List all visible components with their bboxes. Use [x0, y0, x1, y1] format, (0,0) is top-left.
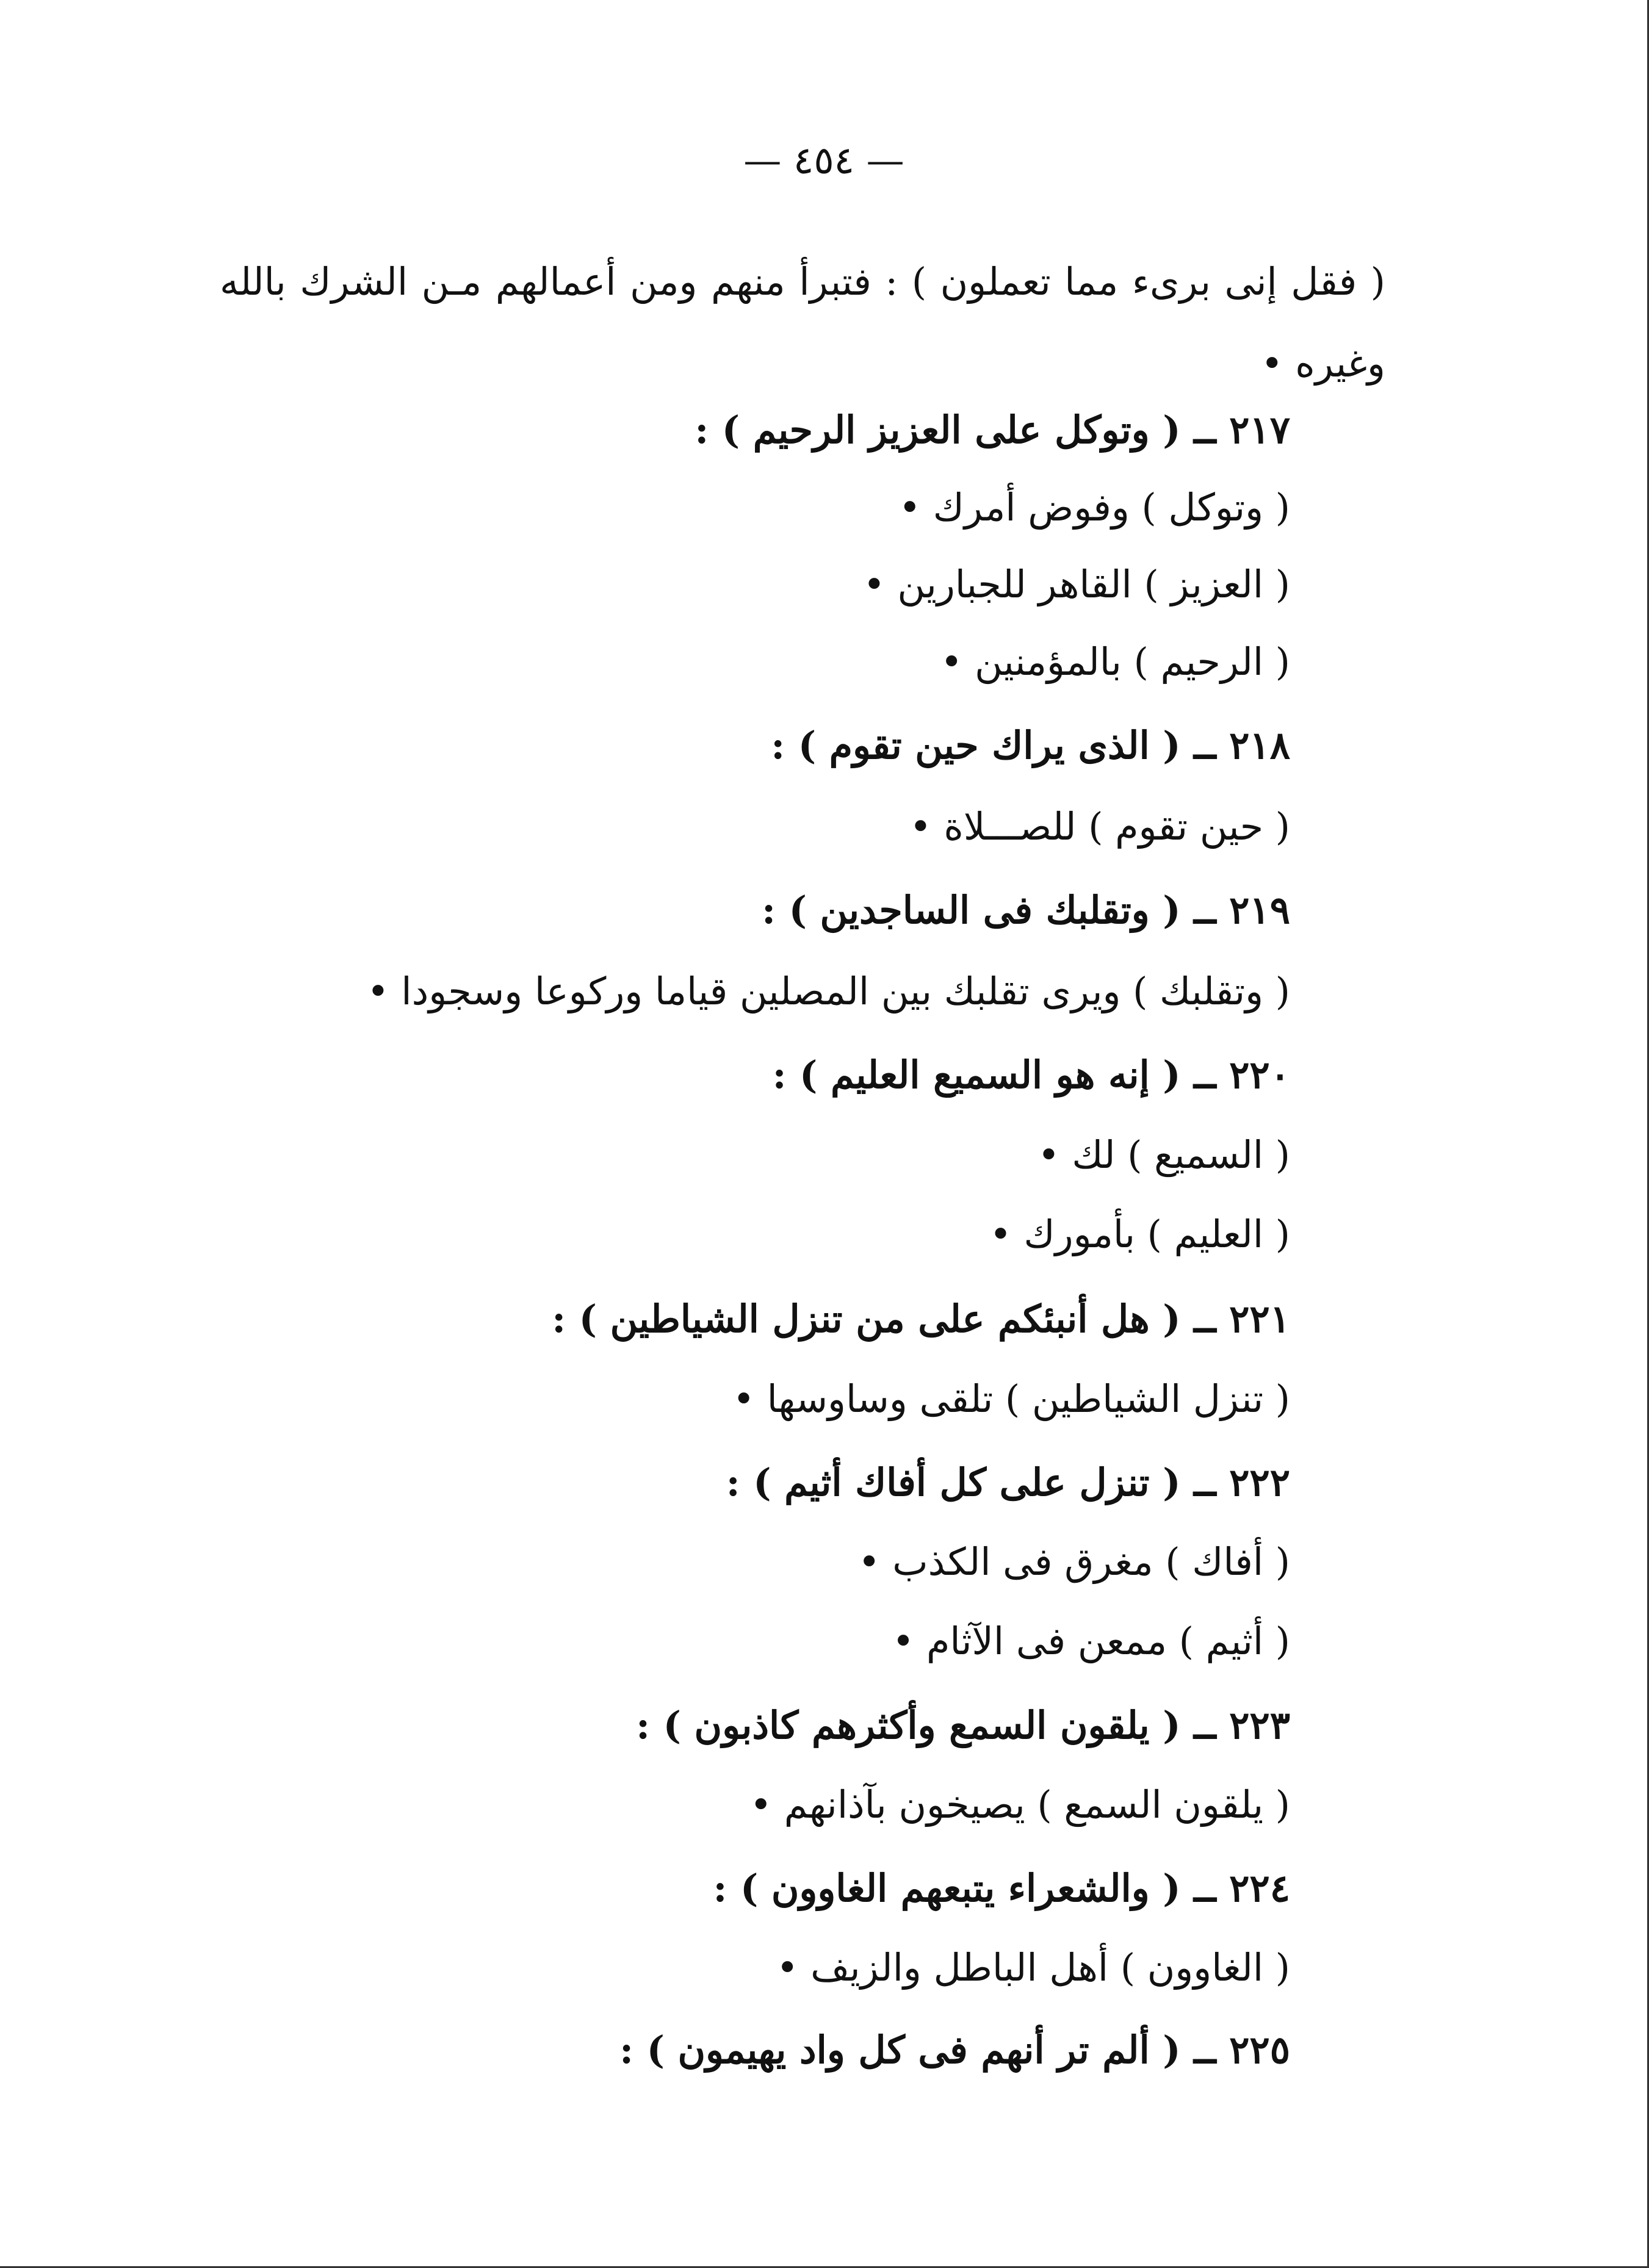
verse-heading-219: ٢١٩ ــ ( وتقلبك فى الساجدين ) :	[762, 888, 1290, 932]
verse-heading-225: ٢٢٥ ــ ( ألم تر أنهم فى كل واد يهيمون ) :	[619, 2028, 1290, 2072]
gloss-line: ( حين تقوم ) للصـــلاة •	[909, 804, 1290, 849]
gloss-line: ( السميع ) لك •	[1037, 1132, 1290, 1177]
gloss-line: ( تنزل الشياطين ) تلقى وساوسها •	[732, 1377, 1290, 1421]
verse-heading-224: ٢٢٤ ــ ( والشعراء يتبعهم الغاوون ) :	[713, 1866, 1290, 1910]
verse-heading-217: ٢١٧ ــ ( وتوكل على العزيز الرحيم ) :	[695, 408, 1290, 452]
gloss-line: ( يلقون السمع ) يصيخون بآذانهم •	[749, 1782, 1290, 1827]
gloss-line: ( وتوكل ) وفوض أمرك •	[898, 485, 1290, 530]
verse-heading-222: ٢٢٢ ــ ( تنزل على كل أفاك أثيم ) :	[726, 1460, 1290, 1505]
gloss-line: ( الغاوون ) أهل الباطل والزيف •	[776, 1945, 1290, 1990]
gloss-line: ( الرحيم ) بالمؤمنين •	[940, 639, 1290, 684]
verse-heading-220: ٢٢٠ ــ ( إنه هو السميع العليم ) :	[772, 1053, 1290, 1097]
verse-heading-218: ٢١٨ ــ ( الذى يراك حين تقوم ) :	[771, 723, 1290, 768]
verse-heading-221: ٢٢١ ــ ( هل أنبئكم على من تنزل الشياطين ) :	[552, 1297, 1290, 1341]
page-number: — ٤٥٤ —	[743, 138, 904, 182]
intro-paragraph: ( فقل إنى برىء مما تعملون ) : فتبرأ منهم ومن أعمالهم مـن الشرك بالله وغيره •	[220, 259, 1385, 386]
gloss-line: ( أفاك ) مغرق فى الكذب •	[857, 1539, 1290, 1584]
gloss-line: ( العليم ) بأمورك •	[989, 1212, 1290, 1256]
verse-heading-223: ٢٢٣ ــ ( يلقون السمع وأكثرهم كاذبون ) :	[636, 1703, 1290, 1748]
gloss-line: ( العزيز ) القاهر للجبارين •	[863, 562, 1290, 607]
gloss-line: ( أثيم ) ممعن فى الآثام •	[892, 1619, 1290, 1663]
gloss-line: ( وتقلبك ) ويرى تقلبك بين المصلين قياما وركوعا وسجودا •	[367, 969, 1290, 1013]
